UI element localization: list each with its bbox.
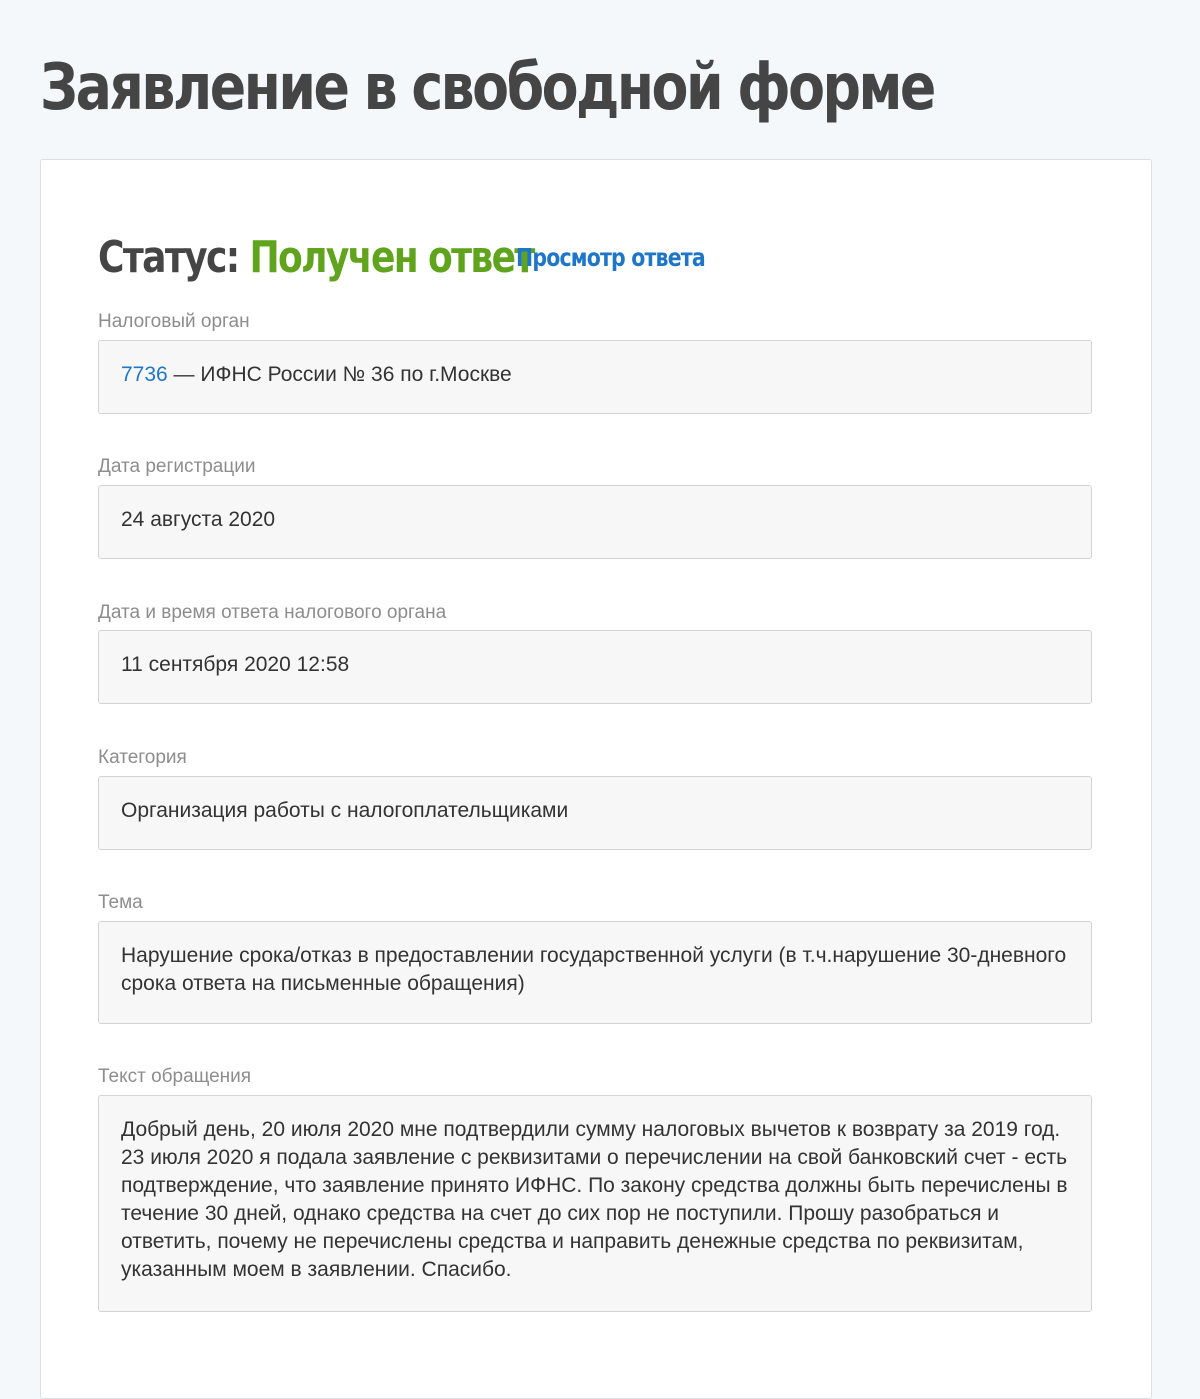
registration-date-label: Дата регистрации: [98, 456, 256, 477]
tax-authority-name: — ИФНС России № 36 по г.Москве: [167, 363, 512, 386]
status-heading: [98, 228, 534, 288]
page-title: Заявление в свободной форме: [40, 51, 934, 125]
category-field: Организация работы с налогоплательщиками: [98, 776, 1092, 850]
appeal-text-label: Текст обращения: [98, 1066, 252, 1087]
view-answer-link[interactable]: Просмотр ответа: [516, 243, 705, 272]
response-datetime-label: Дата и время ответа налогового органа: [98, 602, 447, 623]
appeal-text-field: Добрый день, 20 июля 2020 мне подтвердили сумму налоговых вычетов к возврату за 2019 год. 23 июля 2020 я подала заявление с реквизитами о перечислении на свой банковский счет - есть подтверждение, что заявление принято ИФНС. По закону средства должны быть перечислены в течение 30 дней, однако средства на счет до сих пор не поступили. Прошу разобраться и ответить, почему не перечислены средства и направить денежные средства по реквизитам, указанным моем в заявлении. Спасибо.: [98, 1095, 1092, 1312]
tax-authority-label: Налоговый орган: [98, 311, 250, 332]
tax-authority-field: [98, 340, 1092, 414]
tax-authority-code-link[interactable]: 7736: [121, 363, 168, 386]
status-row: [98, 228, 705, 288]
response-datetime-field: 11 сентября 2020 12:58: [98, 630, 1092, 704]
topic-field: Нарушение срока/отказ в предоставлении государственной услуги (в т.ч.нарушение 30-дневного срока ответа на письменные обращения): [98, 921, 1092, 1024]
category-label: Категория: [98, 747, 187, 768]
registration-date-field: 24 августа 2020: [98, 485, 1092, 559]
topic-label: Тема: [98, 892, 143, 913]
status-label: Статус:: [98, 232, 239, 283]
application-card: [40, 159, 1152, 1399]
status-value: Получен ответ: [249, 232, 534, 283]
